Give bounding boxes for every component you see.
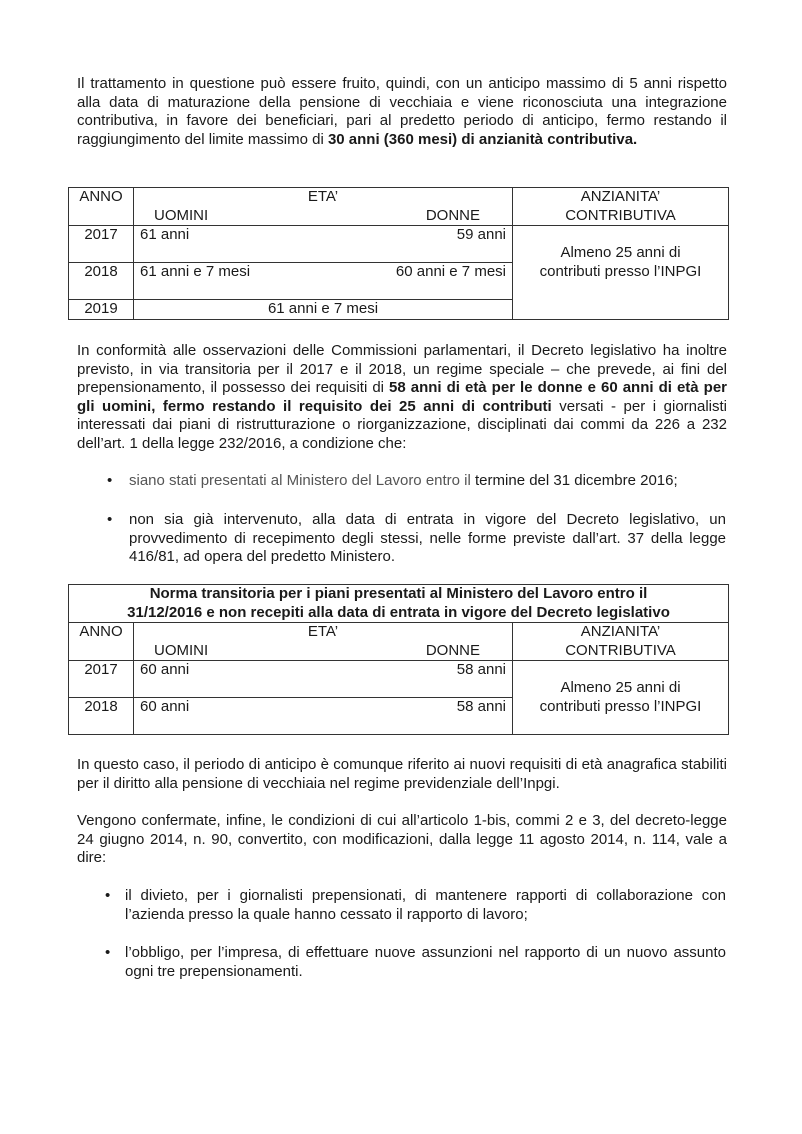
anzianita-label: ANZIANITA’ [580, 188, 661, 205]
cell-anno: 2017 [69, 226, 134, 263]
eta-label: ETA’ [307, 188, 339, 205]
anzianita-line2: contributi presso l’INPGI [539, 697, 702, 715]
uomini-label: UOMINI [154, 641, 209, 659]
paragraph-transitional-a: In conformità alle osservazioni delle Commissioni parlamentari, il Decreto legislativo ha inoltre previsto, in via transitoria per il 2017 e il 2018, un regime speciale – che prevede, ai fini del prepensionamento, il possesso dei requisiti di [77, 342, 727, 397]
bullet-icon: • [107, 511, 113, 528]
requirements-table-2 [68, 584, 729, 735]
cell-donne: 58 anni [456, 698, 506, 715]
cell-anno: 2019 [69, 300, 134, 320]
list-item-text: non sia già intervenuto, alla data di entrata in vigore del Decreto legislativo, un provvedimento di recepimento degli stessi, nelle forme previste dall’art. 37 della legge 416/81, ad opera del predetto Ministero. [129, 511, 726, 566]
table-row [69, 226, 729, 263]
cell-eta [134, 226, 513, 263]
cell-donne: 60 anni e 7 mesi [395, 263, 506, 280]
paragraph-transitional-bold: 58 anni di età per le donne e 60 anni di età per gli uomini, fermo restando il requisito dei 25 anni di contributi [77, 379, 727, 415]
list-item [105, 944, 726, 981]
table-title [69, 585, 729, 623]
bullet-icon: • [105, 944, 111, 961]
col-header-eta [134, 188, 513, 226]
paragraph-conditions: Vengono confermate, infine, le condizioni di cui all’articolo 1-bis, commi 2 e 3, del decreto-legge 24 giugno 2014, n. 90, convertito, con modificazioni, dalla legge 11 agosto 2014, n. 114, vale a dire: [77, 812, 727, 867]
list-item-text: l’obbligo, per l’impresa, di effettuare nuove assunzioni nel rapporto di un nuovo assunto ogni tre prepensionamenti. [125, 944, 726, 980]
contributiva-label: CONTRIBUTIVA [565, 206, 676, 224]
col-header-anno: ANNO [69, 623, 134, 661]
paragraph-intro-bold: 30 anni (360 mesi) di anzianità contributiva. [327, 130, 638, 148]
cell-anzianita [513, 661, 729, 735]
cell-anno: 2018 [69, 263, 134, 300]
paragraph-transitional-b: versati - per i giornalisti interessati dai piani di ristrutturazione o riorganizzazione, disciplinati dai commi da 226 a 232 dell’art. 1 della legge 232/2016, a condizione che: [77, 397, 728, 452]
paragraph-intro [77, 75, 727, 149]
requirements-table-1 [68, 187, 729, 320]
cell-eta [134, 661, 513, 698]
anzianita-line2: contributi presso l’INPGI [539, 262, 702, 280]
eta-label: ETA’ [307, 623, 339, 640]
paragraph-anticipo: In questo caso, il periodo di anticipo è comunque riferito ai nuovi requisiti di età anagrafica stabiliti per il diritto alla pensione di vecchiaia nel regime previdenziale dell’Inpgi. [77, 756, 727, 792]
anzianita-label: ANZIANITA’ [580, 623, 661, 640]
table-row [69, 661, 729, 698]
cell-anno: 2017 [69, 661, 134, 698]
list-item [107, 511, 726, 567]
bullet-icon: • [105, 887, 111, 904]
list-item [105, 887, 726, 924]
cell-uomini: 60 anni [140, 661, 190, 678]
cell-uomini: 60 anni [140, 698, 190, 715]
col-header-anzianita [513, 623, 729, 661]
list-item-gray: siano stati presentati al Ministero del Lavoro entro il [129, 472, 476, 489]
list-item-text: termine del 31 dicembre 2016; [475, 472, 678, 489]
cell-uomini: 61 anni e 7 mesi [140, 263, 251, 280]
bullet-icon: • [107, 472, 113, 489]
contributiva-label: CONTRIBUTIVA [565, 641, 676, 659]
table-title-line2: 31/12/2016 e non recepiti alla data di entrata in vigore del Decreto legislativo [127, 603, 670, 621]
col-header-eta [134, 623, 513, 661]
anzianita-line1: Almeno 25 anni di [560, 679, 681, 696]
donne-label: DONNE [425, 206, 480, 224]
cell-empty [513, 300, 729, 320]
donne-label: DONNE [425, 641, 480, 659]
cell-donne: 58 anni [456, 661, 506, 678]
paragraph-transitional [77, 342, 727, 454]
cell-eta-both: 61 anni e 7 mesi [134, 300, 513, 320]
paragraph-intro-text: Il trattamento in questione può essere fruito, quindi, con un anticipo massimo di 5 anni rispetto alla data di maturazione della pensione di vecchiaia e viene riconosciuta una integrazione contributiva, in favore dei beneficiari, pari al predetto periodo di anticipo, fermo restando il raggiungimento del limite massimo di [77, 75, 727, 148]
cell-eta [134, 263, 513, 300]
cell-donne: 59 anni [456, 226, 506, 243]
col-header-anzianita [513, 188, 729, 226]
cell-eta [134, 698, 513, 735]
table-title-line1: Norma transitoria per i piani presentati al Ministero del Lavoro entro il [149, 585, 648, 602]
cell-uomini: 61 anni [140, 226, 190, 243]
col-header-anno: ANNO [69, 188, 134, 226]
cell-anno: 2018 [69, 698, 134, 735]
list-item [107, 472, 726, 491]
uomini-label: UOMINI [154, 206, 209, 224]
table-row [69, 300, 729, 320]
list-item-text: il divieto, per i giornalisti prepensionati, di mantenere rapporti di collaborazione con l’azienda presso la quale hanno cessato il rapporto di lavoro; [125, 887, 726, 923]
cell-anzianita [513, 226, 729, 300]
anzianita-line1: Almeno 25 anni di [560, 244, 681, 262]
